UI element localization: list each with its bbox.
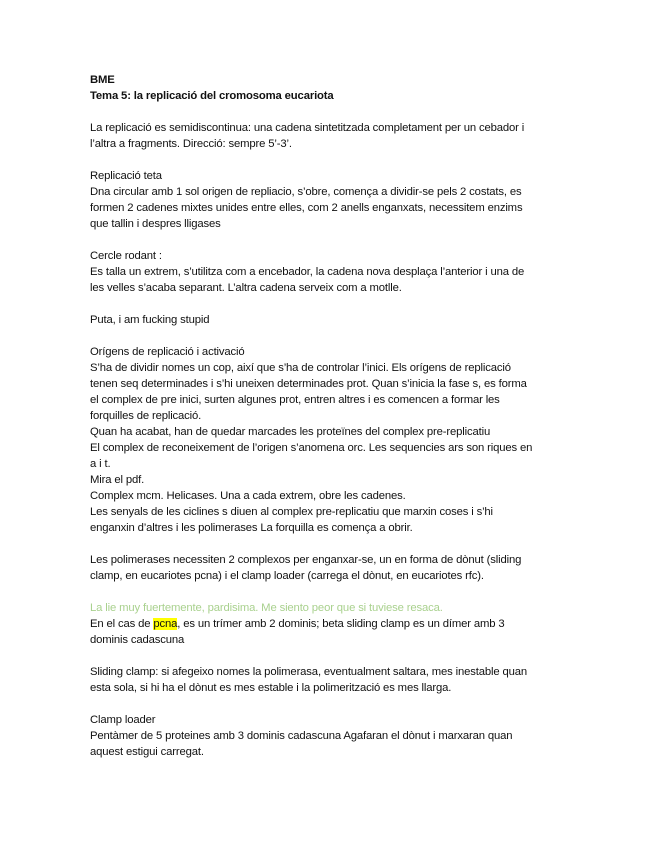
text-line: Pentàmer de 5 proteines amb 3 dominis cadascuna Agafaran el dònut i marxaran quan: [90, 730, 513, 742]
teta-section: [90, 168, 560, 232]
aside-text: Puta, i am fucking stupid: [90, 314, 210, 326]
text-line: tenen seq determinades i s’hi uneixen determinades prot. Quan s’inicia la fase s, es forma: [90, 378, 527, 390]
green-note: La lie muy fuertemente, pardisima. Me siento peor que si tuviese resaca.: [90, 602, 443, 614]
section-heading: Orígens de replicació i activació: [90, 346, 245, 358]
text-line: dominis cadascuna: [90, 634, 185, 646]
text-line: formen 2 cadenes mixtes unides entre elles, com 2 anells enganxats, necessitem enzims: [90, 202, 523, 214]
text-line: La replicació es semidiscontinua: una cadena sintetitzada completament per un cebador i: [90, 122, 525, 134]
text-line: Quan ha acabat, han de quedar marcades les proteïnes del complex pre-replicatiu: [90, 426, 491, 438]
section-heading: Clamp loader: [90, 714, 156, 726]
text-line: Sliding clamp: si afegeixo nomes la polimerasa, eventualment saltara, mes inestable quan: [90, 666, 528, 678]
text-line: Es talla un extrem, s’utilitza com a encebador, la cadena nova desplaça l’anterior i una de: [90, 266, 525, 278]
intro-paragraph: [90, 120, 560, 152]
origens-section: [90, 344, 560, 536]
pcna-paragraph: [90, 600, 560, 648]
text-line: El complex de reconeixement de l’origen s’anomena orc. Les sequencies ars son riques en: [90, 442, 533, 454]
text-line: Les senyals de les ciclines s diuen al complex pre-replicatiu que marxin coses i s’hi: [90, 506, 493, 518]
text-line: l’altra a fragments. Direcció: sempre 5’-3’.: [90, 138, 292, 150]
text-line: clamp, en eucariotes pcna) i el clamp loader (carrega el dònut, en eucariotes rfc).: [90, 570, 484, 582]
text-line: Mira el pdf.: [90, 474, 145, 486]
loader-section: [90, 712, 560, 760]
text-line: forquilles de replicació.: [90, 410, 202, 422]
aside-paragraph: [90, 312, 560, 328]
pcna-line: [90, 616, 560, 632]
text-line: a i t.: [90, 458, 111, 470]
text-line: Dna circular amb 1 sol origen de repliacio, s’obre, comença a dividir-se pels 2 costats, es: [90, 186, 522, 198]
document-header: [90, 72, 560, 104]
text-line: Complex mcm. Helicases. Una a cada extrem, obre les cadenes.: [90, 490, 406, 502]
pcna-text-before: En el cas de: [90, 618, 154, 630]
text-line: aquest estigui carregat.: [90, 746, 204, 758]
text-line: enganxin d’altres i les polimerases La forquilla es comença a obrir.: [90, 522, 413, 534]
pcna-text-after: , es un trímer amb 2 dominis; beta sliding clamp es un dímer amb 3: [177, 618, 505, 630]
text-line: que tallin i despres lligases: [90, 218, 221, 230]
sliding-paragraph: [90, 664, 560, 696]
rodant-section: [90, 248, 560, 296]
document-title: BME: [90, 74, 115, 86]
document-body: [90, 72, 560, 776]
text-line: S’ha de dividir nomes un cop, així que s’ha de controlar l’inici. Els orígens de replicació: [90, 362, 511, 374]
section-heading: Replicació teta: [90, 170, 162, 182]
polimerases-paragraph: [90, 552, 560, 584]
text-line: Les polimerases necessiten 2 complexos per enganxar-se, un en forma de dònut (sliding: [90, 554, 522, 566]
section-heading: Cercle rodant :: [90, 250, 162, 262]
text-line: el complex de pre inici, surten algunes prot, entren altres i es comencen a formar les: [90, 394, 500, 406]
pcna-highlight: pcna: [153, 618, 178, 630]
document-subtitle: Tema 5: la replicació del cromosoma eucariota: [90, 90, 334, 102]
text-line: les velles s’acaba separant. L’altra cadena serveix com a motlle.: [90, 282, 402, 294]
text-line: esta sola, si hi ha el dònut es mes estable i la polimerització es mes llarga.: [90, 682, 452, 694]
